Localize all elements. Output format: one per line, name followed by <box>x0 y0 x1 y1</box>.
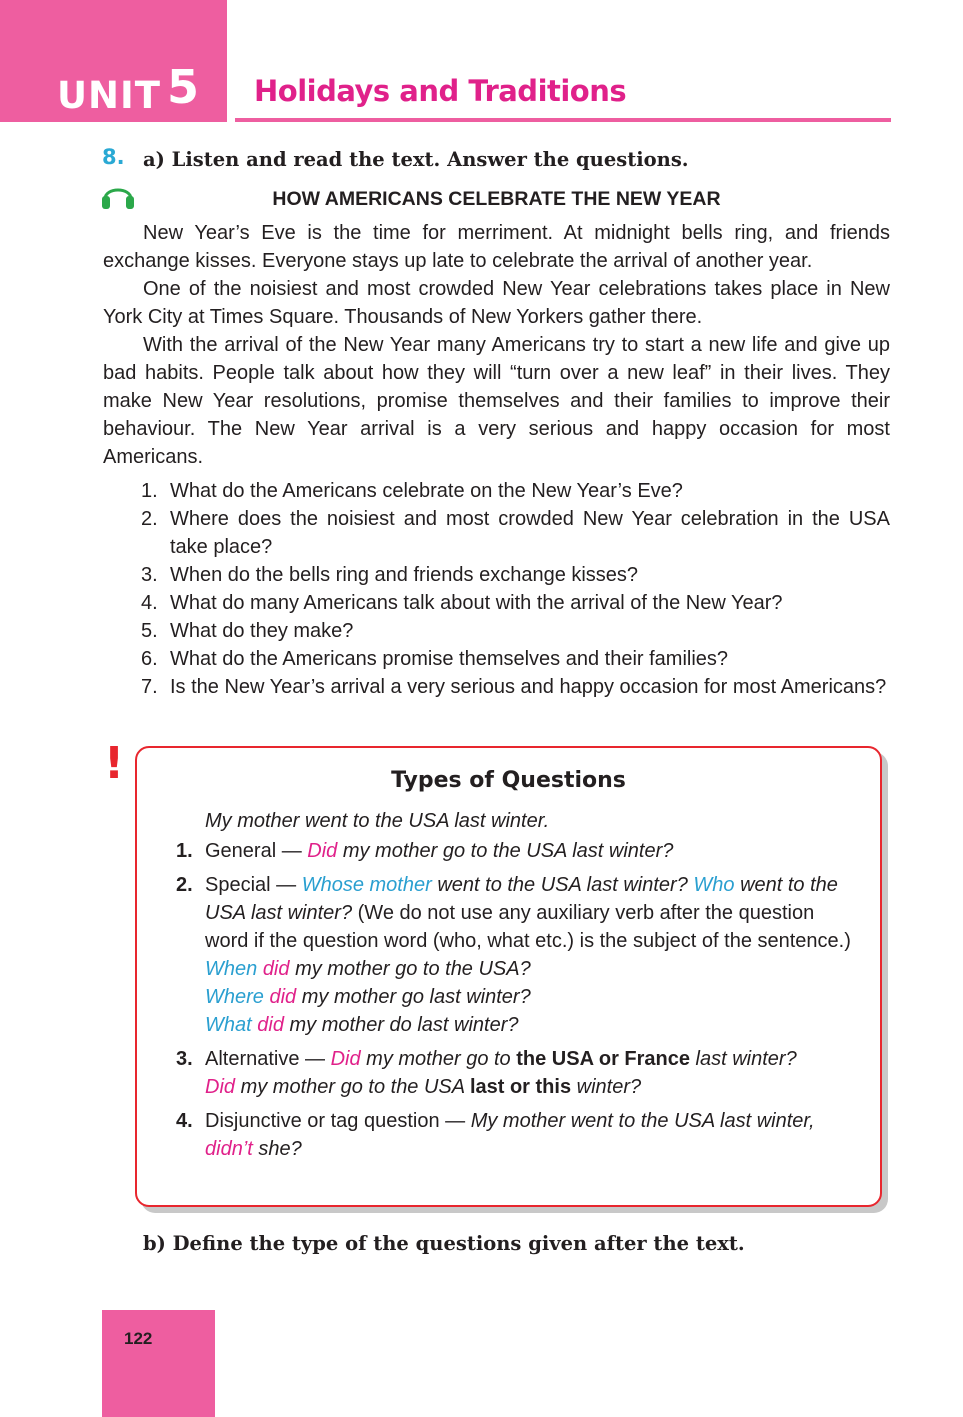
rule-example: went to the USA last winter? <box>205 874 838 924</box>
rule-label: Disjunctive or tag question — <box>205 1110 471 1132</box>
rule-number: 3. <box>176 1048 193 1070</box>
question-number: 4. <box>141 592 158 614</box>
question-text: What do the Americans promise themselves and their families? <box>170 648 729 670</box>
list-item <box>141 477 890 505</box>
rule-number: 1. <box>176 840 193 862</box>
exclamation-icon: ! <box>104 738 125 789</box>
rule-example-sentence: My mother went to the USA last winter. <box>205 810 550 832</box>
paragraph: With the arrival of the New Year many Americans try to start a new life and give up bad habits. People talk about how they will “turn over a new leaf” in their lives. They make New Year resolutions, promise themselves and their families to improve their behaviour. The New Year arrival is a very serious and happy occasion for most Americans. <box>103 334 890 468</box>
rule-note: (We do not use any auxiliary verb after the question word if the question word (who, what etc.) is the subject of the sentence.) <box>205 902 851 952</box>
list-item <box>141 589 890 617</box>
list-item <box>176 837 860 865</box>
question-number: 3. <box>141 564 158 586</box>
question-text: What do many Americans talk about with the arrival of the New Year? <box>170 592 783 614</box>
page-number-tab <box>102 1310 215 1417</box>
exercise-instruction-a: a) Listen and read the text. Answer the questions. <box>143 148 689 171</box>
rule-example: my mother do last winter? <box>283 1014 519 1036</box>
list-item <box>141 561 890 589</box>
list-item <box>176 871 860 1039</box>
auxiliary-verb: did <box>257 1014 284 1036</box>
unit-label: UNIT <box>57 74 162 117</box>
alternative-choice: the USA or France <box>516 1048 690 1070</box>
rule-number: 4. <box>176 1110 193 1132</box>
question-word: Who <box>693 874 735 896</box>
question-word: Whose mother <box>301 874 432 896</box>
rule-title: Types of Questions <box>391 768 626 793</box>
auxiliary-verb: Did <box>307 840 338 862</box>
question-number: 7. <box>141 676 158 698</box>
rule-label: Alternative — <box>205 1048 331 1070</box>
rule-example: My mother went to the USA last winter, <box>470 1110 815 1132</box>
question-number: 2. <box>141 508 158 530</box>
exercise-number: 8. <box>102 145 125 169</box>
rule-example: my mother go to the USA <box>235 1076 470 1098</box>
question-text: What do they make? <box>170 620 354 642</box>
unit-number: 5 <box>167 60 200 114</box>
rule-label: Special — <box>205 874 302 896</box>
rule-example: winter? <box>571 1076 642 1098</box>
alternative-choice: last or this <box>469 1076 572 1098</box>
question-text: What do the Americans celebrate on the New Year’s Eve? <box>170 480 683 502</box>
title-underline <box>235 118 891 122</box>
exercise-instruction-b: b) Define the type of the questions given after the text. <box>143 1232 745 1255</box>
unit-title: Holidays and Traditions <box>254 74 627 108</box>
question-number: 5. <box>141 620 158 642</box>
question-text: When do the bells ring and friends exchange kisses? <box>170 564 639 586</box>
paragraph: New Year’s Eve is the time for merriment. At midnight bells ring, and friends exchange kisses. Everyone stays up late to celebrate the arrival of another year. <box>103 222 890 272</box>
rule-example: last winter? <box>690 1048 797 1070</box>
unit-banner <box>0 0 227 122</box>
reading-text <box>103 219 890 471</box>
rule-number: 2. <box>176 874 193 896</box>
list-item <box>141 645 890 673</box>
rule-example: she? <box>252 1138 302 1160</box>
question-word: When <box>205 958 258 980</box>
question-types-list <box>176 837 860 1169</box>
list-item <box>141 673 890 701</box>
page-number: 122 <box>124 1329 153 1348</box>
list-item <box>141 505 890 561</box>
text-title: HOW AMERICANS CELEBRATE THE NEW YEAR <box>272 188 721 210</box>
question-list <box>141 477 890 701</box>
rule-example: my mother go last winter? <box>296 986 531 1008</box>
list-item <box>141 617 890 645</box>
auxiliary-verb: Did <box>330 1048 361 1070</box>
auxiliary-verb: did <box>262 958 290 980</box>
rule-example: my mother go to the USA? <box>289 958 531 980</box>
question-text: Where does the noisiest and most crowded New Year celebration in the USA take place? <box>170 508 890 558</box>
question-number: 1. <box>141 480 158 502</box>
question-number: 6. <box>141 648 158 670</box>
grammar-rule-box <box>135 746 882 1207</box>
list-item <box>176 1045 860 1101</box>
paragraph: One of the noisiest and most crowded New Year celebrations takes place in New York City at Times Square. Thousands of New Yorkers gather there. <box>103 278 890 328</box>
rule-example: my mother go to <box>360 1048 517 1070</box>
auxiliary-verb: Did <box>205 1076 236 1098</box>
list-item <box>176 1107 860 1163</box>
tag-word: didn’t <box>205 1138 253 1160</box>
question-word: Where <box>205 986 264 1008</box>
question-text: Is the New Year’s arrival a very serious and happy occasion for most Americans? <box>170 676 887 698</box>
rule-label: General — <box>205 840 308 862</box>
rule-example: my mother go to the USA last winter? <box>337 840 674 862</box>
auxiliary-verb: did <box>269 986 297 1008</box>
question-word: What <box>205 1014 252 1036</box>
rule-example: went to the USA last winter? <box>431 874 694 896</box>
